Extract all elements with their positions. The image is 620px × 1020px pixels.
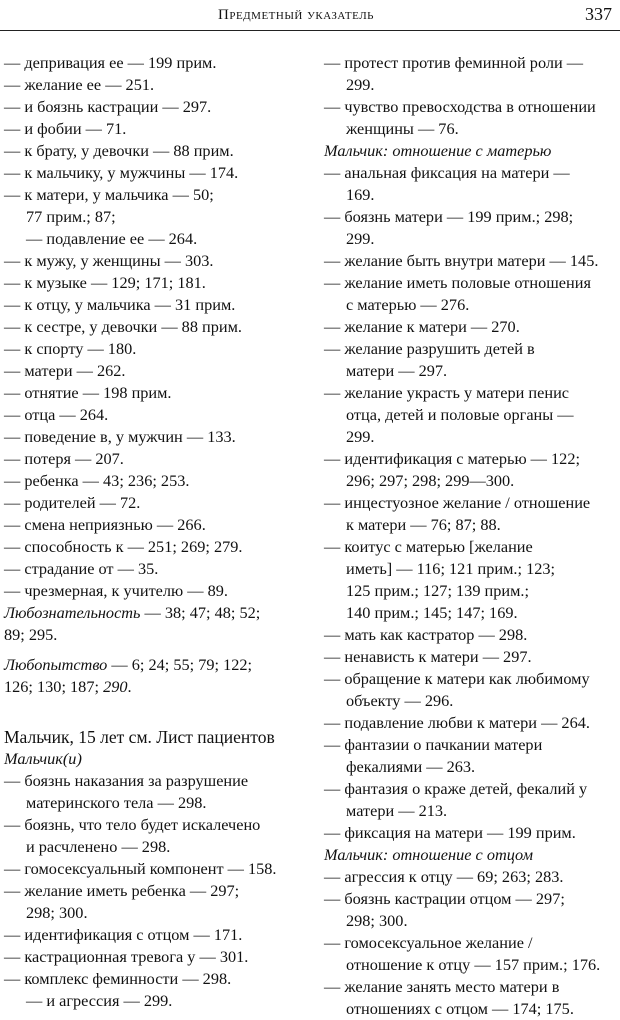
- index-entry: — потеря — 207.: [4, 449, 124, 468]
- index-entry: 169.: [346, 185, 375, 204]
- index-entry: — боязнь наказания за разрушение: [4, 771, 249, 790]
- index-entry: [4, 602, 300, 624]
- index-entry: отца, детей и половые органы —: [346, 405, 574, 424]
- index-entry: — и фобии — 71.: [4, 119, 127, 138]
- index-entry: матери — 297.: [346, 361, 448, 380]
- index-column-left: [4, 52, 300, 1012]
- index-column-right: [324, 52, 620, 1020]
- index-entry: — к спорту — 180.: [4, 339, 137, 358]
- index-pages: — 38; 47; 48; 52;: [140, 603, 261, 622]
- index-entry: — отца — 264.: [4, 405, 109, 424]
- index-entry: — к матери, у мальчика — 50;: [4, 185, 214, 204]
- index-entry: — идентификация с матерью — 122;: [324, 449, 580, 468]
- index-entry: матери — 213.: [346, 801, 448, 820]
- index-entry: — к мальчику, у мужчины — 174.: [4, 163, 239, 182]
- index-entry: — желание занять место матери в: [324, 977, 560, 996]
- index-entry: — к мужу, у женщины — 303.: [4, 251, 214, 270]
- index-entry: Мальчик: отношение с матерью: [324, 141, 552, 160]
- running-title: Предметный указатель: [218, 7, 374, 23]
- index-entry: — ненависть к матери — 297.: [324, 647, 532, 666]
- index-entry: — протест против феминной роли —: [324, 53, 584, 72]
- index-entry: — желание быть внутри матери — 145.: [324, 251, 599, 270]
- index-entry: — желание разрушить детей в: [324, 339, 535, 358]
- header-rule: [0, 30, 620, 31]
- index-entry: — способность к — 251; 269; 279.: [4, 537, 243, 556]
- index-pages: — 6; 24; 55; 79; 122;: [107, 655, 253, 674]
- index-entry: 77 прим.; 87;: [26, 207, 116, 226]
- index-entry: — боязнь, что тело будет искалечено: [4, 815, 261, 834]
- index-entry: — фиксация на матери — 199 прим.: [324, 823, 576, 842]
- index-entry: 125 прим.; 127; 139 прим.;: [346, 581, 529, 600]
- index-pages: 126; 130; 187;: [4, 677, 104, 696]
- index-entry: — желание ее — 251.: [4, 75, 155, 94]
- index-entry: — анальная фиксация на матери —: [324, 163, 570, 182]
- index-entry: — родителей — 72.: [4, 493, 141, 512]
- index-entry: — желание иметь ребенка — 297;: [4, 881, 240, 900]
- index-entry: объекту — 296.: [346, 691, 454, 710]
- index-entry: 140 прим.; 145; 147; 169.: [346, 603, 518, 622]
- index-page-italic: 290: [103, 677, 128, 696]
- index-entry: — фантазия о краже детей, фекалий у: [324, 779, 588, 798]
- index-entry: — чувство превосходства в отношении: [324, 97, 596, 116]
- index-entry: — агрессия к отцу — 69; 263; 283.: [324, 867, 564, 886]
- index-entry: — подавление любви к матери — 264.: [324, 713, 590, 732]
- index-entry: — страдание от — 35.: [4, 559, 159, 578]
- index-entry: — подавление ее — 264.: [26, 229, 198, 248]
- index-entry: — идентификация с отцом — 171.: [4, 925, 243, 944]
- index-entry: — и агрессия — 299.: [26, 991, 173, 1010]
- page-number: 337: [585, 4, 612, 24]
- index-entry: 299.: [346, 427, 375, 446]
- index-entry: — чрезмерная, к учителю — 89.: [4, 581, 228, 600]
- index-entry: Мальчик: отношение с отцом: [324, 845, 533, 864]
- index-entry: — гомосексуальное желание /: [324, 933, 533, 952]
- page-header: [0, 0, 620, 32]
- index-entry: иметь] — 116; 121 прим.; 123;: [346, 559, 556, 578]
- index-entry: [4, 676, 300, 698]
- index-entry: — обращение к матери как любимому: [324, 669, 590, 688]
- index-entry: материнского тела — 298.: [26, 793, 207, 812]
- index-term: Любознательность: [4, 603, 141, 622]
- spacer: [4, 698, 300, 726]
- index-entry: — поведение в, у мужчин — 133.: [4, 427, 236, 446]
- index-entry: — ребенка — 43; 236; 253.: [4, 471, 190, 490]
- index-entry: отношение к отцу — 157 прим.; 176.: [346, 955, 601, 974]
- index-entry: 299.: [346, 75, 375, 94]
- index-entry: — и боязнь кастрации — 297.: [4, 97, 212, 116]
- index-entry: с матерью — 276.: [346, 295, 470, 314]
- index-entry: отношениях с отцом — 174; 175.: [346, 999, 574, 1018]
- index-entry: Мальчик(и): [4, 749, 82, 768]
- index-entry: — к сестре, у девочки — 88 прим.: [4, 317, 242, 336]
- index-entry: — боязнь кастрации отцом — 297;: [324, 889, 565, 908]
- index-entry: — инцестуозное желание / отношение: [324, 493, 591, 512]
- index-entry: — желание иметь половые отношения: [324, 273, 591, 292]
- index-heading: Мальчик, 15 лет см. Лист пациентов: [4, 727, 275, 747]
- index-entry: — к музыке — 129; 171; 181.: [4, 273, 206, 292]
- index-entry: — к брату, у девочки — 88 прим.: [4, 141, 234, 160]
- index-entry: 296; 297; 298; 299—300.: [346, 471, 515, 490]
- spacer: [4, 646, 300, 654]
- index-entry: — смена неприязнью — 266.: [4, 515, 206, 534]
- index-entry: — к отцу, у мальчика — 31 прим.: [4, 295, 236, 314]
- index-term: Любопытство: [4, 655, 108, 674]
- index-entry: к матери — 76; 87; 88.: [346, 515, 501, 534]
- index-entry: и расчленено — 298.: [26, 837, 171, 856]
- index-entry: — депривация ее — 199 прим.: [4, 53, 217, 72]
- index-entry: — кастрационная тревога у — 301.: [4, 947, 249, 966]
- index-entry: — гомосексуальный компонент — 158.: [4, 859, 277, 878]
- index-entry: — желание к матери — 270.: [324, 317, 520, 336]
- index-entry: — мать как кастратор — 298.: [324, 625, 528, 644]
- index-entry: — матери — 262.: [4, 361, 126, 380]
- index-entry: — комплекс феминности — 298.: [4, 969, 232, 988]
- index-entry: фекалиями — 263.: [346, 757, 476, 776]
- index-entry: 299.: [346, 229, 375, 248]
- index-entry: [4, 654, 300, 676]
- index-entry: 89; 295.: [4, 625, 58, 644]
- index-entry: — коитус с матерью [желание: [324, 537, 533, 556]
- index-entry: 298; 300.: [26, 903, 88, 922]
- index-entry: — желание украсть у матери пенис: [324, 383, 570, 402]
- index-entry: 298; 300.: [346, 911, 408, 930]
- index-entry: — фантазии о пачкании матери: [324, 735, 543, 754]
- index-punct: .: [127, 677, 132, 696]
- index-entry: — отнятие — 198 прим.: [4, 383, 172, 402]
- index-entry: — боязнь матери — 199 прим.; 298;: [324, 207, 574, 226]
- index-entry: женщины — 76.: [346, 119, 459, 138]
